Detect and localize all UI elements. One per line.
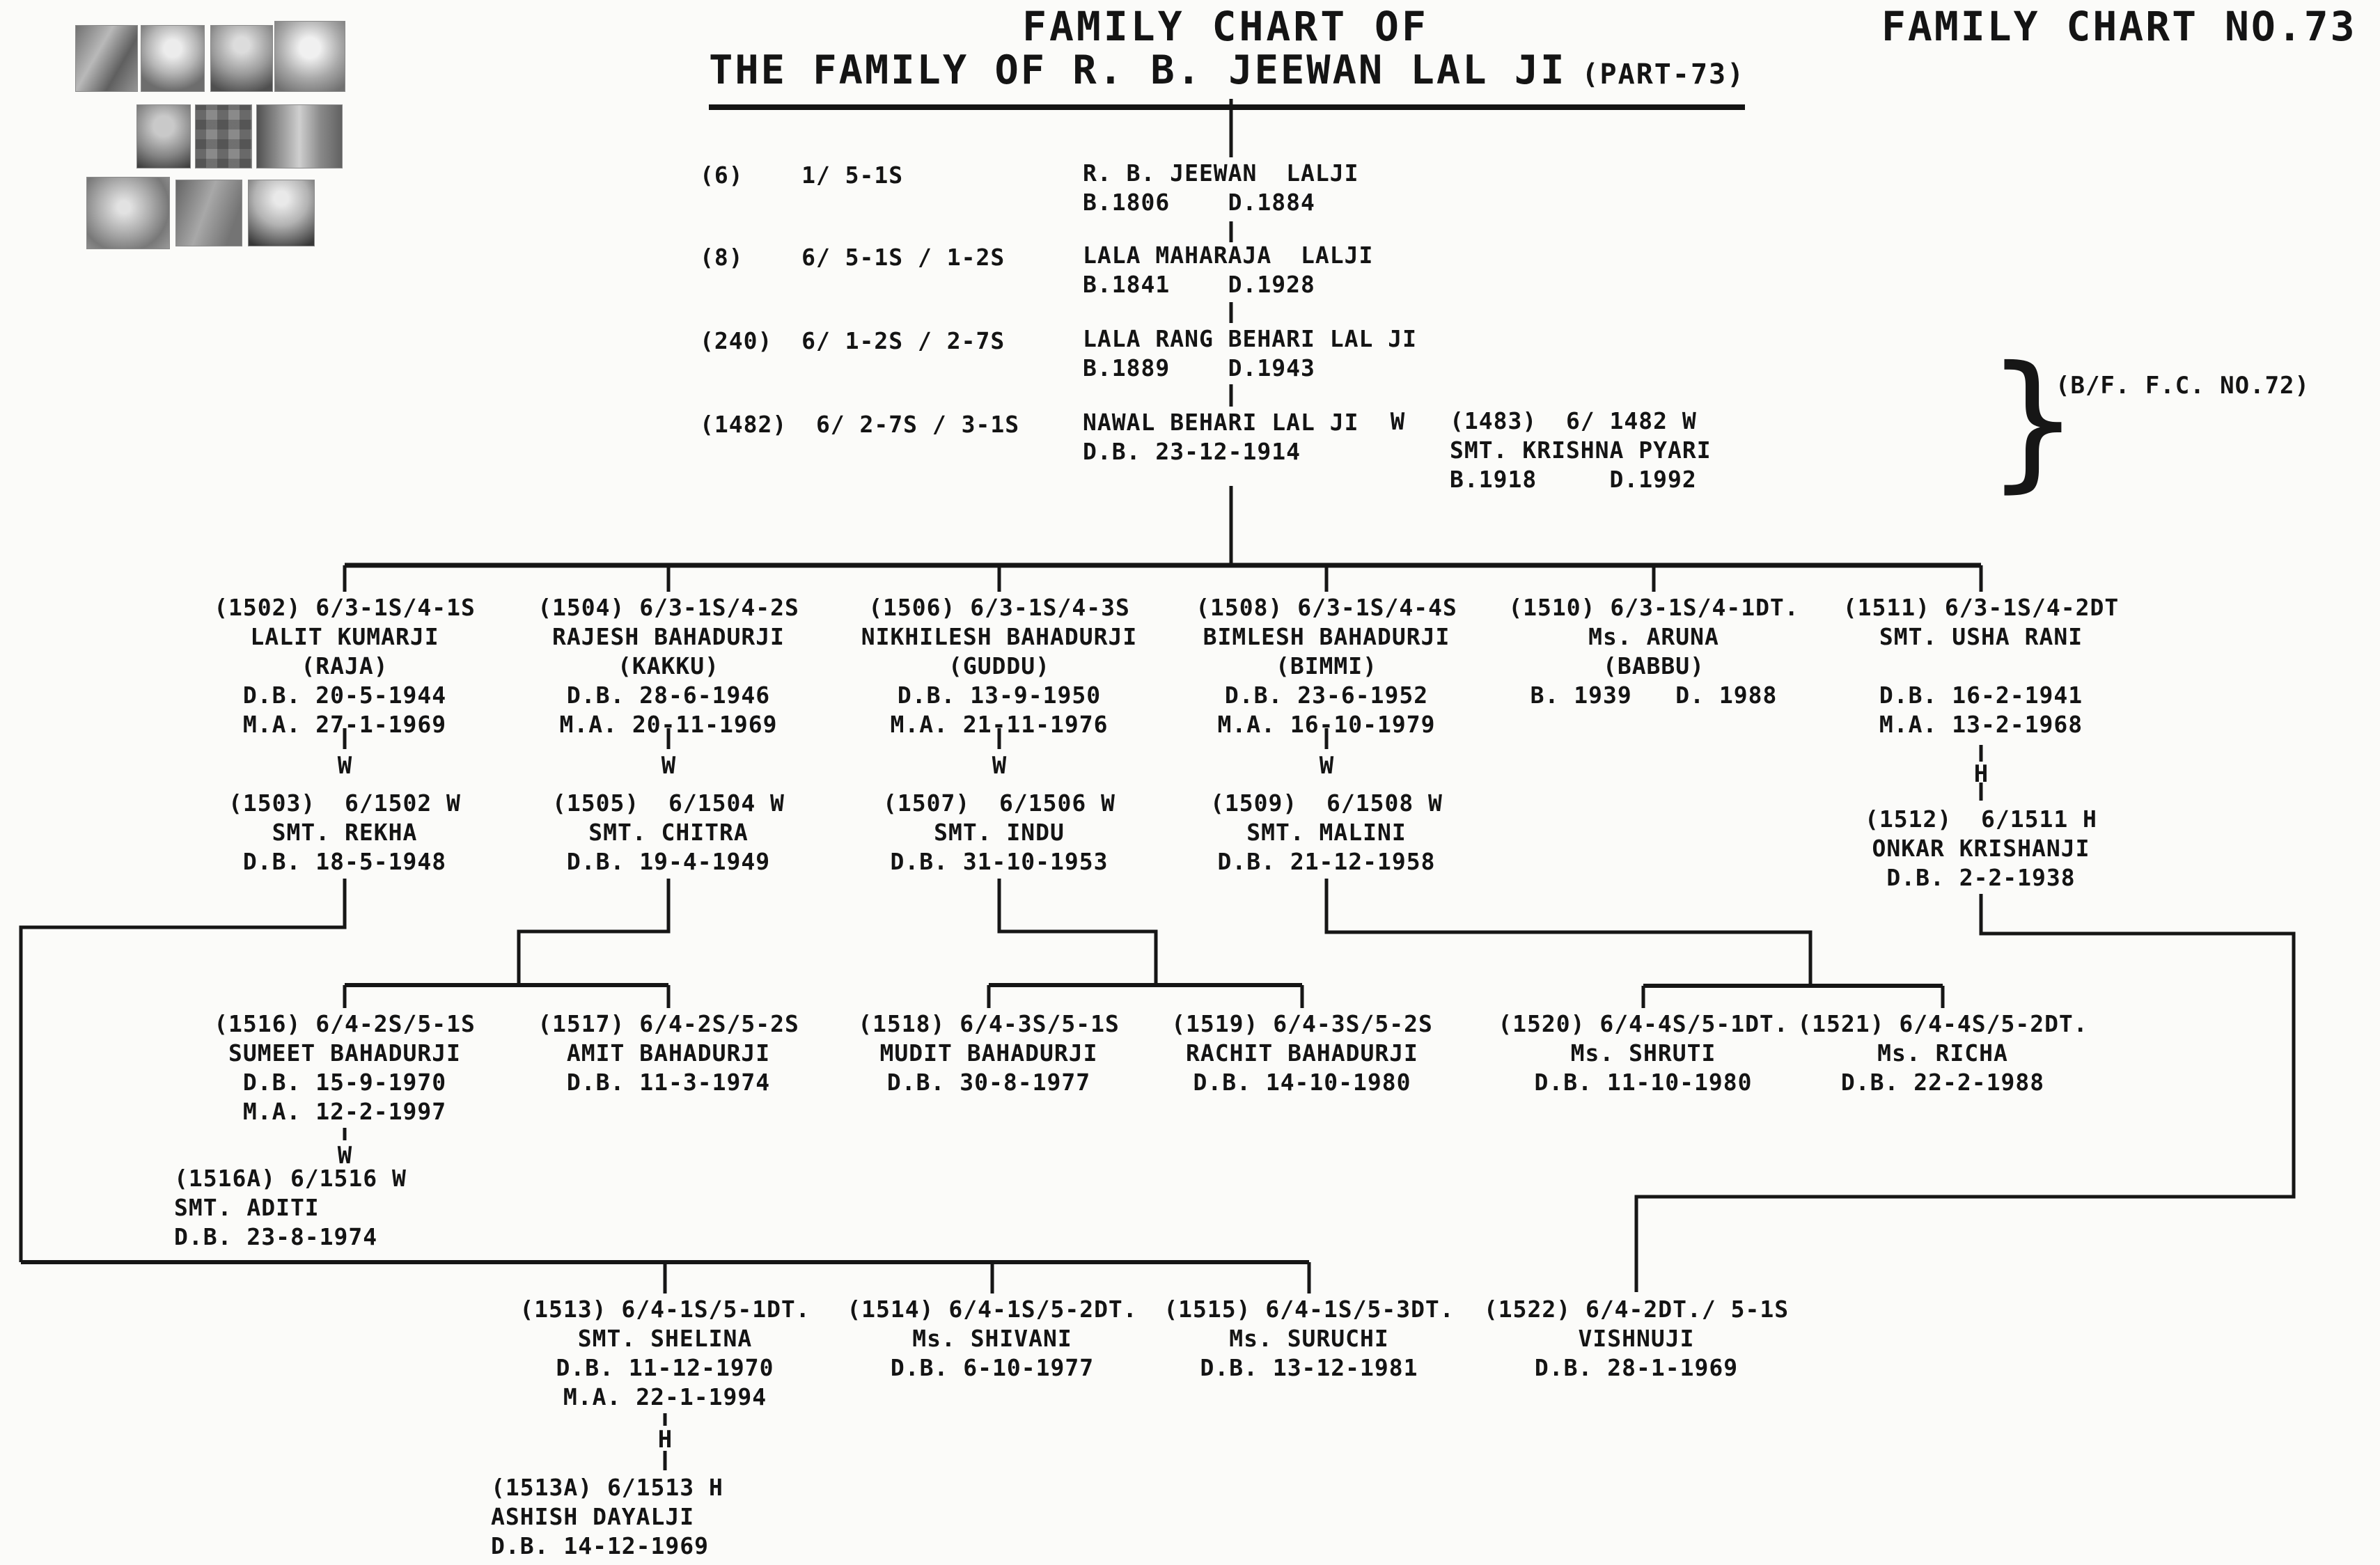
person-node-1513a	[491, 1473, 818, 1561]
text-line: D.B. 16-2-1941	[1879, 682, 2083, 709]
text-line: (1517) 6/4-2S/5-2S	[538, 1010, 799, 1037]
text-line: SMT. REKHA	[272, 819, 418, 846]
text-line: (1515) 6/4-1S/5-3DT.	[1164, 1296, 1455, 1323]
page-title-family: THE FAMILY OF R. B. JEEWAN LAL JI	[709, 47, 1567, 93]
text-line: D.B. 23-8-1974	[174, 1223, 378, 1250]
text-line: (RAJA)	[301, 652, 389, 679]
text-line: D.B. 18-5-1948	[242, 848, 447, 875]
text-line: BIMLESH BAHADURJI	[1203, 623, 1450, 650]
text-line: B.1841 D.1928	[1083, 271, 1315, 298]
text-line: D.B. 23-6-1952	[1224, 682, 1429, 709]
text-line: B.1918 D.1992	[1450, 466, 1697, 493]
text-line: VISHNUJI	[1578, 1325, 1695, 1352]
text-line: M.A. 13-2-1968	[1879, 711, 2083, 738]
text-line: Ms. SHIVANI	[912, 1325, 1072, 1352]
text-line	[1817, 652, 2145, 681]
text-line: ONKAR KRISHANJI	[1872, 835, 2090, 862]
photo-thumbnail	[86, 177, 170, 249]
person-node-1520	[1480, 1009, 1807, 1097]
marriage-marker-w-1516: W	[337, 1142, 352, 1170]
text-line: D.B. 6-10-1977	[890, 1354, 1095, 1381]
marriage-marker-w-1502: W	[337, 752, 352, 780]
text-line: D.B. 21-12-1958	[1217, 848, 1436, 875]
text-line: D.B. 31-10-1953	[890, 848, 1109, 875]
ancestor-code-1482: (1482) 6/ 2-7S / 3-1S	[700, 411, 1020, 438]
person-node-1507	[836, 789, 1163, 876]
text-line: SMT. CHITRA	[588, 819, 749, 846]
text-line: (BABBU)	[1602, 652, 1705, 679]
text-line: B.1889 D.1943	[1083, 354, 1315, 382]
text-line: Ms. RICHA	[1877, 1039, 2008, 1067]
text-line: (1506) 6/3-1S/4-3S	[868, 594, 1130, 621]
text-line: M.A. 27-1-1969	[242, 711, 447, 738]
text-line: D.B. 13-12-1981	[1200, 1354, 1418, 1381]
text-line: NAWAL BEHARI LAL JI	[1083, 409, 1359, 436]
text-line: (1512) 6/1511 H	[1865, 805, 2097, 833]
text-line: D.B. 13-9-1950	[897, 682, 1102, 709]
person-node-1512	[1817, 805, 2145, 892]
route-1507-children	[999, 879, 1156, 985]
text-line: Ms. SURUCHI	[1229, 1325, 1389, 1352]
text-line: (1521) 6/4-4S/5-2DT.	[1797, 1010, 2088, 1037]
text-line: (1503) 6/1502 W	[228, 789, 461, 817]
text-line: M.A. 21-11-1976	[890, 711, 1109, 738]
text-line: D.B. 28-6-1946	[566, 682, 771, 709]
text-line: (1511) 6/3-1S/4-2DT	[1842, 594, 2120, 621]
photo-thumbnail	[248, 180, 315, 246]
text-line: (1483) 6/ 1482 W	[1450, 407, 1697, 434]
text-line: D.B. 2-2-1938	[1886, 864, 2076, 891]
person-node-1517	[505, 1009, 832, 1097]
text-line: LALA MAHARAJA LALJI	[1083, 242, 1374, 269]
person-node-1516a	[174, 1164, 501, 1252]
text-line: (1505) 6/1504 W	[552, 789, 785, 817]
text-line: (1513) 6/4-1S/5-1DT.	[519, 1296, 811, 1323]
ancestor-node-240	[1083, 324, 1514, 383]
text-line: M.A. 16-10-1979	[1217, 711, 1436, 738]
person-node-1522	[1473, 1295, 1800, 1383]
person-node-1516	[181, 1009, 508, 1126]
ancestor-node-8	[1083, 241, 1514, 299]
person-node-1502	[181, 593, 508, 739]
page-title-part: (PART-73)	[1581, 58, 1746, 91]
text-line: (1522) 6/4-2DT./ 5-1S	[1483, 1296, 1790, 1323]
text-line: (1518) 6/4-3S/5-1S	[858, 1010, 1120, 1037]
text-line: (1519) 6/4-3S/5-2S	[1171, 1010, 1433, 1037]
bracket-brace: }	[1986, 334, 2080, 506]
text-line: SMT. USHA RANI	[1879, 623, 2083, 650]
page-title-line1: FAMILY CHART OF	[1022, 3, 1429, 50]
text-line: RACHIT BAHADURJI	[1186, 1039, 1418, 1067]
ancestor-node-6	[1083, 159, 1514, 217]
text-line: (1520) 6/4-4S/5-1DT.	[1498, 1010, 1789, 1037]
marriage-marker-h-1511: H	[1973, 760, 1989, 788]
text-line: (1504) 6/3-1S/4-2S	[538, 594, 799, 621]
text-line: SMT. MALINI	[1246, 819, 1407, 846]
text-line: LALA RANG BEHARI LAL JI	[1083, 325, 1417, 352]
person-node-1513	[501, 1295, 829, 1412]
text-line: (1507) 6/1506 W	[883, 789, 1115, 817]
person-node-1505	[505, 789, 832, 876]
text-line: MUDIT BAHADURJI	[879, 1039, 1098, 1067]
person-node-1483	[1450, 407, 1840, 494]
photo-thumbnail	[175, 180, 242, 246]
text-line: D.B. 30-8-1977	[886, 1069, 1091, 1096]
text-line: Ms. SHRUTI	[1570, 1039, 1716, 1067]
text-line: AMIT BAHADURJI	[566, 1039, 771, 1067]
text-line: D.B. 19-4-1949	[566, 848, 771, 875]
text-line: B. 1939 D. 1988	[1530, 682, 1778, 709]
ancestor-code-240: (240) 6/ 1-2S / 2-7S	[700, 327, 1005, 354]
photo-thumbnail	[75, 25, 138, 92]
text-line: Ms. ARUNA	[1588, 623, 1719, 650]
photo-thumbnail	[141, 25, 205, 92]
text-line: D.B. 14-12-1969	[491, 1532, 710, 1559]
person-node-1519	[1138, 1009, 1466, 1097]
text-line: D.B. 11-12-1970	[556, 1354, 774, 1381]
photo-thumbnail	[210, 25, 273, 92]
page-title-line2	[709, 47, 1745, 110]
text-line: R. B. JEEWAN LALJI	[1083, 159, 1359, 187]
marriage-marker-w-1482: W	[1390, 408, 1405, 436]
person-node-1503	[181, 789, 508, 876]
text-line: M.A. 20-11-1969	[559, 711, 778, 738]
text-line: D.B. 11-10-1980	[1534, 1069, 1753, 1096]
text-line: NIKHILESH BAHADURJI	[861, 623, 1138, 650]
text-line: D.B. 22-2-1988	[1840, 1069, 2045, 1096]
person-node-1511	[1817, 593, 2145, 739]
text-line: M.A. 12-2-1997	[242, 1098, 447, 1125]
text-line: (1516) 6/4-2S/5-1S	[214, 1010, 476, 1037]
text-line: M.A. 22-1-1994	[563, 1383, 767, 1410]
route-1505-children	[519, 879, 668, 985]
person-node-1518	[825, 1009, 1152, 1097]
person-node-1510	[1490, 593, 1817, 710]
marriage-marker-h-1513: H	[657, 1426, 673, 1454]
text-line: (BIMMI)	[1275, 652, 1378, 679]
photo-thumbnail	[136, 104, 191, 168]
text-line: D.B. 23-12-1914	[1083, 438, 1301, 465]
text-line: D.B. 20-5-1944	[242, 682, 447, 709]
text-line: SMT. SHELINA	[577, 1325, 753, 1352]
marriage-marker-w-1508: W	[1319, 752, 1334, 780]
text-line: SUMEET BAHADURJI	[228, 1039, 461, 1067]
person-node-1504	[505, 593, 832, 739]
route-1509-children	[1326, 879, 1810, 986]
person-node-1506	[836, 593, 1163, 739]
text-line: LALIT KUMARJI	[250, 623, 439, 650]
text-line: (1516A) 6/1516 W	[174, 1165, 407, 1192]
text-line: RAJESH BAHADURJI	[552, 623, 785, 650]
text-line: D.B. 14-10-1980	[1193, 1069, 1411, 1096]
text-line: ASHISH DAYALJI	[491, 1503, 695, 1530]
text-line: D.B. 28-1-1969	[1534, 1354, 1739, 1381]
ancestor-code-8: (8) 6/ 5-1S / 1-2S	[700, 244, 1005, 271]
chart-number: FAMILY CHART NO.73	[1881, 3, 2357, 50]
text-line: (1514) 6/4-1S/5-2DT.	[847, 1296, 1138, 1323]
person-node-1514	[829, 1295, 1156, 1383]
text-line: (1502) 6/3-1S/4-1S	[214, 594, 476, 621]
person-node-1508	[1163, 593, 1490, 739]
person-node-1515	[1145, 1295, 1473, 1383]
text-line: SMT. ADITI	[174, 1194, 320, 1221]
text-line: (1510) 6/3-1S/4-1DT.	[1508, 594, 1799, 621]
marriage-marker-w-1506: W	[992, 752, 1007, 780]
person-node-1509	[1163, 789, 1490, 876]
text-line: SMT. KRISHNA PYARI	[1450, 437, 1712, 464]
photo-thumbnail	[274, 21, 345, 92]
marriage-marker-w-1504: W	[661, 752, 676, 780]
text-line: (1509) 6/1508 W	[1210, 789, 1443, 817]
text-line: SMT. INDU	[934, 819, 1065, 846]
text-line: B.1806 D.1884	[1083, 189, 1315, 216]
photo-thumbnail	[195, 104, 252, 168]
ancestor-code-6: (6) 1/ 5-1S	[700, 162, 904, 189]
person-node-1521	[1779, 1009, 2106, 1097]
text-line: (1513A) 6/1513 H	[491, 1474, 723, 1501]
text-line: (GUDDU)	[948, 652, 1051, 679]
text-line: (1508) 6/3-1S/4-4S	[1196, 594, 1457, 621]
text-line: (KAKKU)	[617, 652, 720, 679]
text-line: D.B. 15-9-1970	[242, 1069, 447, 1096]
bracket-note: (B/F. F.C. NO.72)	[2056, 372, 2310, 400]
photo-thumbnail	[256, 104, 343, 168]
text-line: D.B. 11-3-1974	[566, 1069, 771, 1096]
